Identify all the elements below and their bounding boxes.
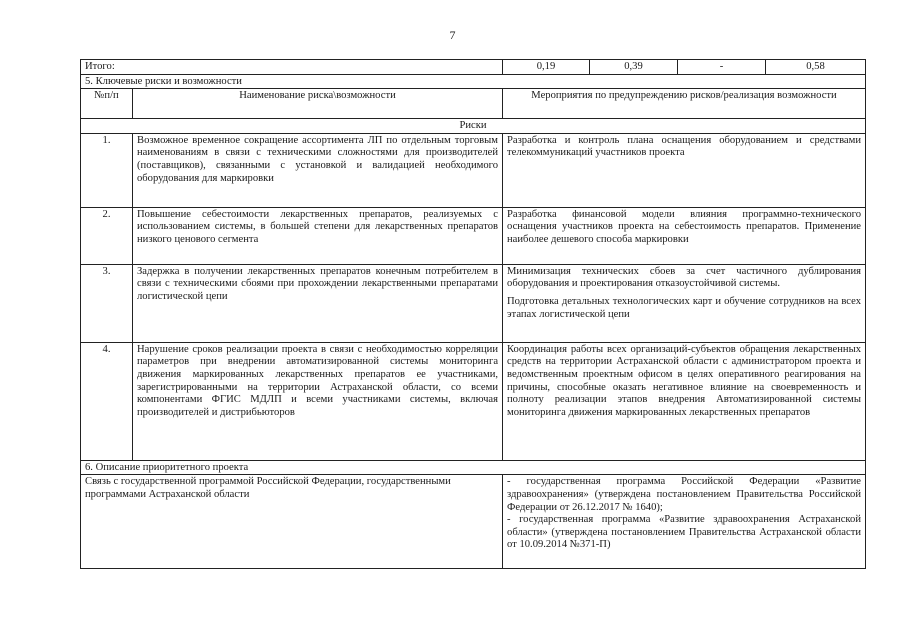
risk-number: 3. — [81, 264, 133, 342]
risks-label: Риски — [81, 119, 866, 134]
risk-measures — [503, 133, 866, 207]
header-risk-name: Наименование риска\возможности — [133, 89, 503, 119]
itogo-value: 0,19 — [503, 60, 590, 75]
itogo-row — [81, 60, 866, 75]
section6-title: 6. Описание приоритетного проекта — [81, 460, 866, 475]
project-table — [80, 59, 866, 569]
risk-row — [81, 342, 866, 460]
risk-measures — [503, 207, 866, 264]
section6-title-row — [81, 460, 866, 475]
program-item: - государственная программа Российской Федерации «Развитие здравоохранения» (утверждена постановлением Правительства Российской Федерации от 26.12.2017 № 1640); — [507, 476, 862, 513]
measure-paragraph: Координация работы всех организаций-субъектов обращения лекарственных средств на территории Астраханской области с администратором проекта и ведомственным проектным офисом в целях оперативного реагирования на причины, способные оказать негативное влияние на своевременность и полноту реализации этапов внедрения Автоматизированной системы мониторинга движения маркированных лекарственных препаратов — [507, 343, 862, 418]
risk-text: Нарушение сроков реализации проекта в связи с необходимостью корреляции параметров при внедрении автоматизированной системы мониторинга движения маркированных лекарственных препаратов ее участниками, зарегистрированными на территории Астраханской области, со всеми компонентами ФГИС МДЛП и всеми участниками системы, включая производителей и дистрибьюторов — [133, 342, 503, 460]
section5-title: 5. Ключевые риски и возможности — [81, 74, 866, 89]
risk-measures — [503, 264, 866, 342]
risk-row — [81, 264, 866, 342]
itogo-value: - — [678, 60, 766, 75]
risks-label-row — [81, 119, 866, 134]
header-num: №п/п — [81, 89, 133, 119]
page-number: 7 — [449, 28, 456, 42]
itogo-value: 0,39 — [590, 60, 678, 75]
section5-title-row — [81, 74, 866, 89]
program-list — [503, 475, 866, 569]
risk-text: Задержка в получении лекарственных препаратов конечным потребителем в связи с техническими сбоями при прохождении лекарственными препаратами логистической цепи — [133, 264, 503, 342]
program-link-label: Связь с государственной программой Российской Федерации, государственными программами Астраханской области — [81, 475, 503, 569]
header-measures: Мероприятия по предупреждению рисков/реализация возможности — [503, 89, 866, 119]
risk-number: 2. — [81, 207, 133, 264]
measure-paragraph: Разработка и контроль плана оснащения оборудованием и средствами телекоммуникаций участников проекта — [507, 134, 862, 159]
risk-text: Повышение себестоимости лекарственных препаратов, реализуемых с использованием системы, в большей степени для лекарственных препаратов низкого ценового сегмента — [133, 207, 503, 264]
program-link-row — [81, 475, 866, 569]
risk-row — [81, 133, 866, 207]
itogo-value: 0,58 — [766, 60, 866, 75]
measure-paragraph: Разработка финансовой модели влияния программно-технического оснащения участников проекта на себестоимость препаратов. Применение наиболее дешевого способа маркировки — [507, 208, 862, 245]
risk-number: 1. — [81, 133, 133, 207]
risk-text: Возможное временное сокращение ассортимента ЛП по отдельным торговым наименованиям в связи с техническими сложностями для производителей (поставщиков), связанными с установкой и валидацией необходимого оборудования для маркировки — [133, 133, 503, 207]
program-item: - государственная программа «Развитие здравоохранения Астраханской области» (утверждена постановлением Правительства Астраханской области от 10.09.2014 №371-П) — [507, 514, 862, 551]
measure-paragraph: Минимизация технических сбоев за счет частичного дублирования оборудования и проектирования отказоустойчивой системы. — [507, 265, 862, 290]
risk-measures — [503, 342, 866, 460]
measure-paragraph: Подготовка детальных технологических карт и обучение сотрудников на всех этапах логистической цепи — [507, 295, 862, 320]
itogo-label: Итого: — [81, 60, 503, 75]
section5-header-row — [81, 89, 866, 119]
risk-number: 4. — [81, 342, 133, 460]
risk-row — [81, 207, 866, 264]
